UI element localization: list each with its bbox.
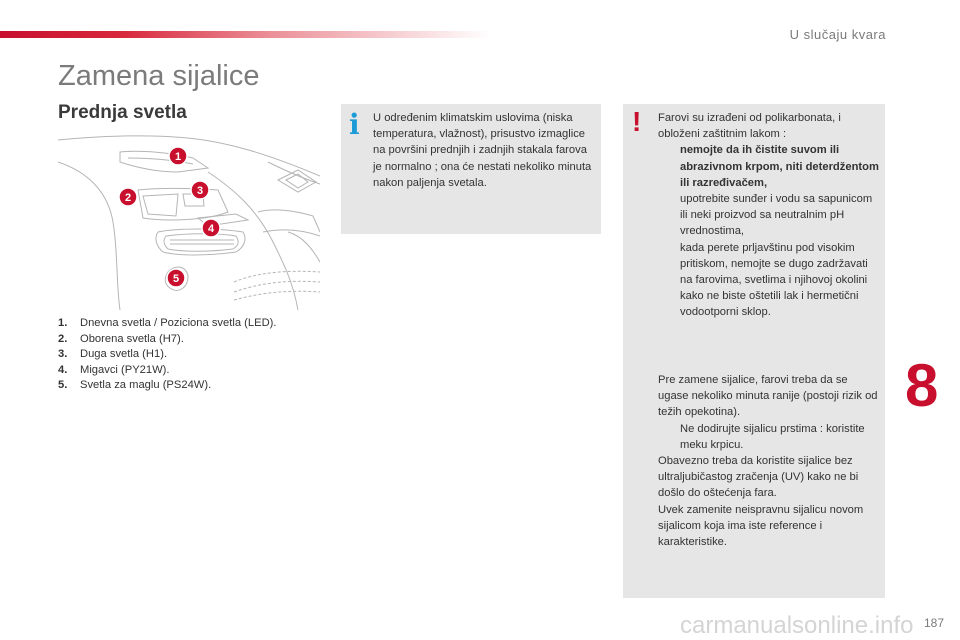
section-title: Prednja svetla bbox=[58, 102, 187, 123]
headlight-illustration bbox=[58, 132, 320, 310]
warning-para: Pre zamene sijalice, farovi treba da se ugase nekoliko minuta ranije (postoji rizik od težih opekotina). bbox=[658, 374, 878, 419]
warning-text-block-1 bbox=[658, 110, 880, 321]
svg-text:2: 2 bbox=[124, 192, 132, 204]
legend-item: 5. Svetla za maglu (PS24W). bbox=[58, 379, 212, 392]
page-number: 187 bbox=[923, 616, 944, 630]
bulb-legend bbox=[58, 316, 328, 394]
warning-box bbox=[623, 104, 885, 598]
info-box bbox=[341, 104, 601, 234]
header-accent-bar bbox=[0, 31, 490, 38]
warning-bullet: Ne dodirujte sijalicu prstima : koristite meku krpicu. bbox=[680, 422, 865, 451]
svg-text:4: 4 bbox=[207, 223, 215, 235]
info-icon: i bbox=[349, 108, 360, 141]
legend-item: 2. Oborena svetla (H7). bbox=[58, 332, 184, 345]
callout-5 bbox=[167, 269, 185, 287]
warning-bullet: upotrebite sunđer i vodu sa sapunicom ili neki proizvod sa neutralnim pH vrednostima, bbox=[680, 193, 873, 238]
warning-bullet: kada perete prljavštinu pod visokim pritiskom, nemojte se dugo zadržavati na farovima, svetlima i njihovoj okolini kako ne biste oštetili lak i hermetični vodootporni sklop. bbox=[680, 241, 868, 319]
warning-para: Obavezno treba da koristite sijalice bez ultraljubičastog zračenja (UV) kako ne bi došlo do oštećenja fara. bbox=[658, 455, 859, 500]
callout-3 bbox=[191, 181, 209, 199]
chapter-number: 8 bbox=[905, 352, 939, 419]
svg-text:5: 5 bbox=[172, 273, 180, 285]
legend-item: 4. Migavci (PY21W). bbox=[58, 363, 170, 376]
legend-item: 1. Dnevna svetla / Poziciona svetla (LED). bbox=[58, 317, 277, 329]
callout-1 bbox=[169, 147, 187, 165]
svg-text:3: 3 bbox=[196, 185, 204, 197]
warning-icon: ! bbox=[632, 106, 642, 137]
warning-para: Uvek zamenite neispravnu sijalicu novom sijalicom koja ima iste reference i karakteristike. bbox=[658, 503, 864, 549]
warning-text-block-2 bbox=[658, 372, 880, 550]
page-title: Zamena sijalice bbox=[58, 60, 260, 92]
callout-2 bbox=[119, 188, 137, 206]
warning-intro: Farovi su izrađeni od polikarbonata, i obloženi zaštitnim lakom : bbox=[658, 112, 841, 141]
watermark: carmanualsonline.info bbox=[680, 612, 914, 639]
warning-bullet: nemojte da ih čistite suvom ili abrazivnom krpom, niti deterdžentom ili razređivačem, bbox=[680, 144, 879, 189]
chapter-title: U slučaju kvara bbox=[789, 27, 886, 42]
callout-4 bbox=[202, 219, 220, 237]
info-text: U određenim klimatskim uslovima (niska temperatura, vlažnost), prisustvo izmaglice na površini prednjih i zadnjih stakala farova je normalno ; ona će nestati nekoliko minuta nakon paljenja svetala. bbox=[373, 112, 592, 189]
svg-text:1: 1 bbox=[174, 151, 182, 163]
legend-item: 3. Duga svetla (H1). bbox=[58, 348, 168, 361]
